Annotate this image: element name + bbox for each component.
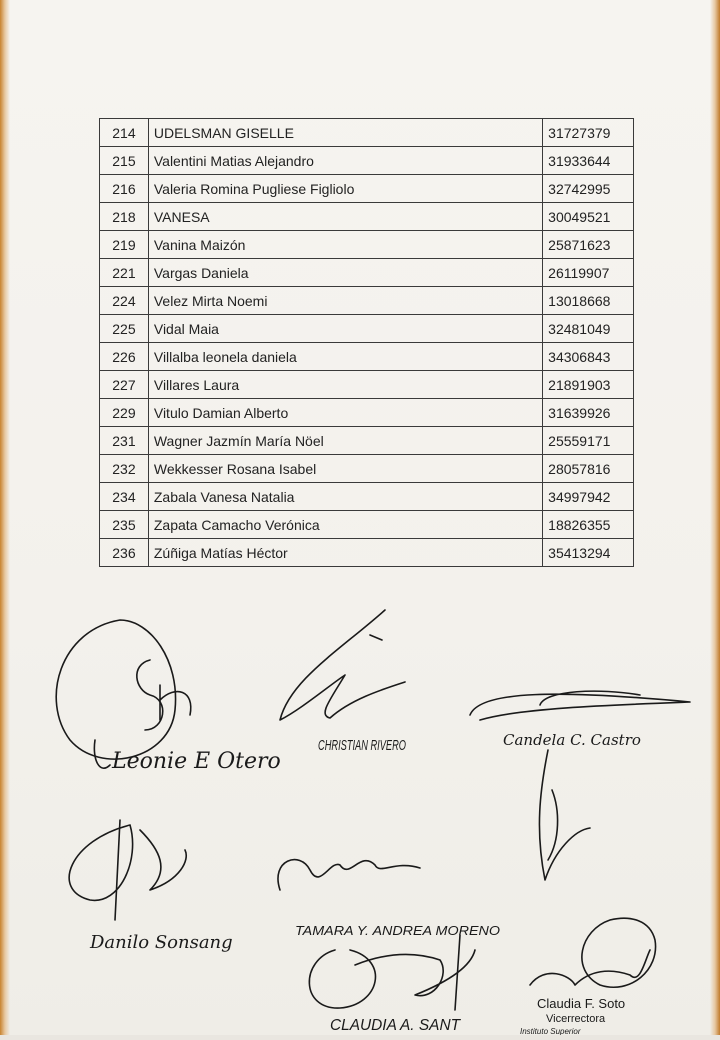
row-name: Vidal Maia bbox=[148, 315, 542, 343]
row-dni: 25871623 bbox=[543, 231, 634, 259]
table-row bbox=[100, 511, 634, 539]
row-number: 229 bbox=[100, 399, 149, 427]
row-name: Zabala Vanesa Natalia bbox=[148, 483, 542, 511]
table-row bbox=[100, 231, 634, 259]
row-name: Wagner Jazmín María Nöel bbox=[148, 427, 542, 455]
row-dni: 31933644 bbox=[543, 147, 634, 175]
row-name: Villalba leonela daniela bbox=[148, 343, 542, 371]
row-number: 214 bbox=[100, 119, 149, 147]
table-row bbox=[100, 315, 634, 343]
table-row bbox=[100, 119, 634, 147]
signature-claudia-sant bbox=[309, 935, 475, 1034]
row-name: Valentini Matias Alejandro bbox=[148, 147, 542, 175]
table-row bbox=[100, 259, 634, 287]
row-name: Vanina Maizón bbox=[148, 231, 542, 259]
signature-christian-rivero bbox=[280, 610, 406, 754]
row-dni: 34997942 bbox=[543, 483, 634, 511]
row-number: 234 bbox=[100, 483, 149, 511]
row-dni: 32481049 bbox=[543, 315, 634, 343]
signature-tamara-text: TAMARA Y. ANDREA MORENO bbox=[295, 923, 500, 938]
table-row bbox=[100, 175, 634, 203]
row-number: 224 bbox=[100, 287, 149, 315]
row-number: 216 bbox=[100, 175, 149, 203]
signatures-drawing bbox=[0, 590, 720, 1035]
roster-table bbox=[99, 118, 634, 567]
signature-christian-line1: CHRISTIAN RIVERO bbox=[318, 737, 407, 754]
table-row bbox=[100, 371, 634, 399]
row-dni: 28057816 bbox=[543, 455, 634, 483]
row-name: UDELSMAN GISELLE bbox=[148, 119, 542, 147]
row-number: 232 bbox=[100, 455, 149, 483]
signature-claudia-sant-text: CLAUDIA A. SANT bbox=[330, 1017, 462, 1034]
row-name: Velez Mirta Noemi bbox=[148, 287, 542, 315]
row-name: Zúñiga Matías Héctor bbox=[148, 539, 542, 567]
row-number: 225 bbox=[100, 315, 149, 343]
table-row bbox=[100, 539, 634, 567]
row-dni: 26119907 bbox=[543, 259, 634, 287]
stamp-sub: Instituto Superior bbox=[520, 1027, 581, 1035]
row-number: 219 bbox=[100, 231, 149, 259]
signature-leonie-otero bbox=[56, 620, 281, 774]
row-dni: 34306843 bbox=[543, 343, 634, 371]
table-row bbox=[100, 483, 634, 511]
stamp-name: Claudia F. Soto bbox=[537, 996, 626, 1011]
row-number: 218 bbox=[100, 203, 149, 231]
table-row bbox=[100, 427, 634, 455]
table-row bbox=[100, 399, 634, 427]
row-dni: 30049521 bbox=[543, 203, 634, 231]
row-number: 215 bbox=[100, 147, 149, 175]
row-dni: 25559171 bbox=[543, 427, 634, 455]
row-name: Wekkesser Rosana Isabel bbox=[148, 455, 542, 483]
row-number: 231 bbox=[100, 427, 149, 455]
row-dni: 35413294 bbox=[543, 539, 634, 567]
row-dni: 31727379 bbox=[543, 119, 634, 147]
row-number: 221 bbox=[100, 259, 149, 287]
row-name: Villares Laura bbox=[148, 371, 542, 399]
table-row bbox=[100, 455, 634, 483]
row-dni: 21891903 bbox=[543, 371, 634, 399]
row-name: VANESA bbox=[148, 203, 542, 231]
row-number: 236 bbox=[100, 539, 149, 567]
row-name: Valeria Romina Pugliese Figliolo bbox=[148, 175, 542, 203]
row-dni: 31639926 bbox=[543, 399, 634, 427]
signature-candela-castro bbox=[470, 691, 690, 880]
signature-danilo-text: Danilo Sonsang bbox=[90, 932, 233, 953]
row-dni: 18826355 bbox=[543, 511, 634, 539]
row-name: Vargas Daniela bbox=[148, 259, 542, 287]
roster-table-body bbox=[100, 119, 634, 567]
signature-tamara-moreno bbox=[278, 860, 500, 938]
signature-candela-text: Candela C. Castro bbox=[503, 731, 641, 749]
signature-danilo-sonsang bbox=[69, 820, 232, 953]
table-row bbox=[100, 343, 634, 371]
signature-leonie-otero-text: Leonie E Otero bbox=[112, 749, 281, 774]
row-dni: 32742995 bbox=[543, 175, 634, 203]
signature-stamp-soto bbox=[520, 918, 656, 1035]
table-row bbox=[100, 203, 634, 231]
stamp-title: Vicerrectora bbox=[546, 1013, 606, 1025]
row-name: Vitulo Damian Alberto bbox=[148, 399, 542, 427]
signatures-area bbox=[0, 590, 720, 1035]
row-number: 226 bbox=[100, 343, 149, 371]
row-number: 227 bbox=[100, 371, 149, 399]
table-row bbox=[100, 287, 634, 315]
row-number: 235 bbox=[100, 511, 149, 539]
row-name: Zapata Camacho Verónica bbox=[148, 511, 542, 539]
table-row bbox=[100, 147, 634, 175]
row-dni: 13018668 bbox=[543, 287, 634, 315]
